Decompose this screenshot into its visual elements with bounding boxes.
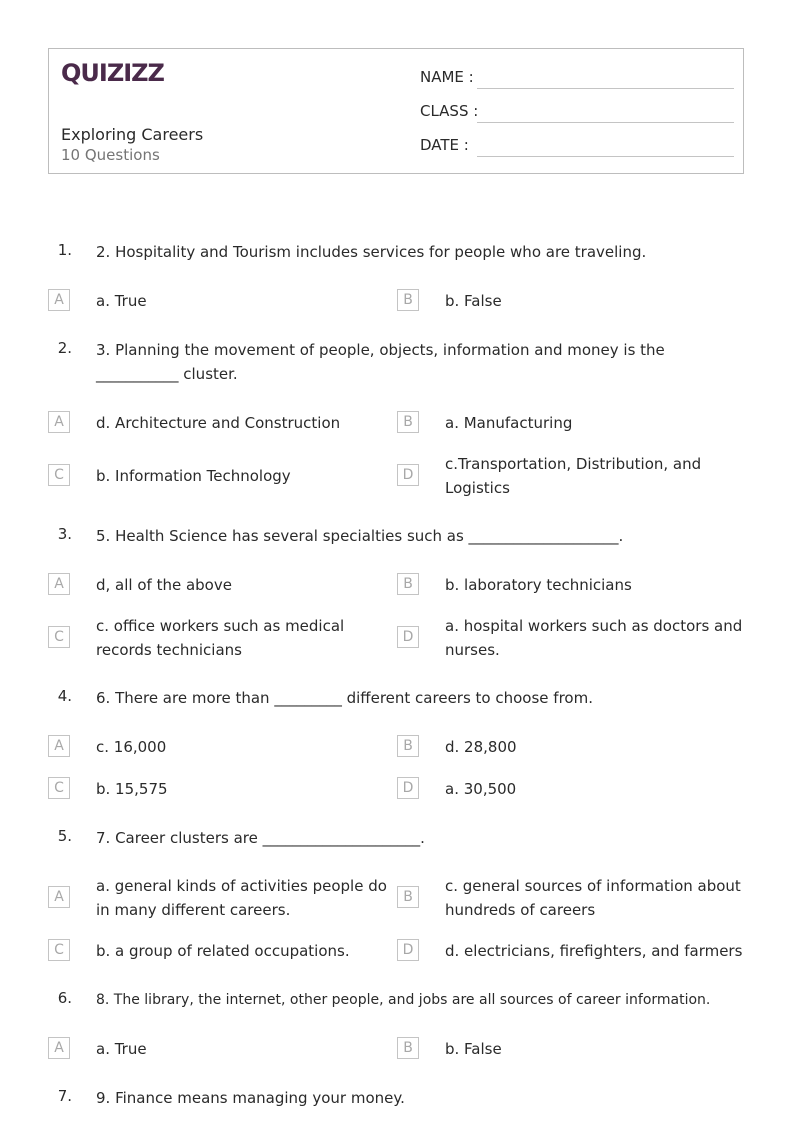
option-b-text: b. False	[445, 292, 502, 310]
option-b-box[interactable]: B	[397, 573, 419, 595]
option-d-text: c.Transportation, Distribution, and Logistics	[445, 455, 702, 497]
option-b-box[interactable]: B	[397, 886, 419, 908]
name-label: NAME :	[420, 68, 474, 86]
name-line[interactable]	[477, 88, 734, 89]
question-text: 3. Planning the movement of people, objects, information and money is the ___________ cluster.	[96, 341, 665, 383]
option-a-box[interactable]: A	[48, 289, 70, 311]
question-number: 5.	[57, 827, 72, 845]
question-text: 9. Finance means managing your money.	[96, 1089, 405, 1107]
option-a-text: a. True	[96, 1040, 147, 1058]
question-text: 8. The library, the internet, other people, and jobs are all sources of career information.	[96, 992, 711, 1008]
option-c-text: b. a group of related occupations.	[96, 942, 350, 960]
class-line[interactable]	[477, 122, 734, 123]
option-c-box[interactable]: C	[48, 777, 70, 799]
worksheet-title: Exploring Careers	[61, 125, 204, 144]
date-line[interactable]	[477, 156, 734, 157]
option-d-text: d. electricians, firefighters, and farmers	[445, 942, 743, 960]
option-a-text: a. general kinds of activities people do in many different careers.	[96, 877, 387, 919]
worksheet-header	[48, 48, 744, 174]
question-number: 3.	[57, 525, 72, 543]
option-a-box[interactable]: A	[48, 573, 70, 595]
option-c-box[interactable]: C	[48, 626, 70, 648]
option-c-text: b. Information Technology	[96, 467, 291, 485]
question-number: 2.	[57, 339, 72, 357]
option-c-text: b. 15,575	[96, 780, 168, 798]
date-label: DATE :	[420, 136, 469, 154]
question-number: 7.	[57, 1087, 72, 1105]
option-a-box[interactable]: A	[48, 411, 70, 433]
quizizz-logo: QUIZIZZ	[61, 59, 164, 87]
option-c-box[interactable]: C	[48, 464, 70, 486]
option-c-text: c. office workers such as medical records technicians	[96, 617, 345, 659]
option-b-text: a. Manufacturing	[445, 414, 573, 432]
option-d-box[interactable]: D	[397, 626, 419, 648]
option-b-box[interactable]: B	[397, 411, 419, 433]
option-a-text: d. Architecture and Construction	[96, 414, 341, 432]
option-b-text: b. False	[445, 1040, 502, 1058]
option-d-box[interactable]: D	[397, 939, 419, 961]
option-a-text: c. 16,000	[96, 738, 167, 756]
question-number: 1.	[57, 241, 72, 259]
option-b-text: b. laboratory technicians	[445, 576, 632, 594]
question-text: 2. Hospitality and Tourism includes services for people who are traveling.	[96, 243, 647, 261]
option-d-box[interactable]: D	[397, 777, 419, 799]
option-a-text: d, all of the above	[96, 576, 232, 594]
option-a-box[interactable]: A	[48, 735, 70, 757]
option-a-text: a. True	[96, 292, 147, 310]
option-b-text: c. general sources of information about hundreds of careers	[445, 877, 741, 919]
question-text: 5. Health Science has several specialties such as ____________________.	[96, 527, 624, 545]
option-b-box[interactable]: B	[397, 735, 419, 757]
option-d-text: a. hospital workers such as doctors and nurses.	[445, 617, 743, 659]
option-d-text: a. 30,500	[445, 780, 517, 798]
question-number: 6.	[57, 989, 72, 1007]
question-text: 7. Career clusters are _____________________.	[96, 829, 425, 847]
date-field[interactable]	[420, 136, 734, 160]
option-d-box[interactable]: D	[397, 464, 419, 486]
class-field[interactable]	[420, 102, 734, 126]
option-c-box[interactable]: C	[48, 939, 70, 961]
question-text: 6. There are more than _________ different careers to choose from.	[96, 689, 593, 707]
option-a-box[interactable]: A	[48, 1037, 70, 1059]
option-b-text: d. 28,800	[445, 738, 517, 756]
question-number: 4.	[57, 687, 72, 705]
option-b-box[interactable]: B	[397, 1037, 419, 1059]
option-a-box[interactable]: A	[48, 886, 70, 908]
class-label: CLASS :	[420, 102, 479, 120]
name-field[interactable]	[420, 68, 734, 92]
question-count: 10 Questions	[61, 146, 160, 164]
option-b-box[interactable]: B	[397, 289, 419, 311]
